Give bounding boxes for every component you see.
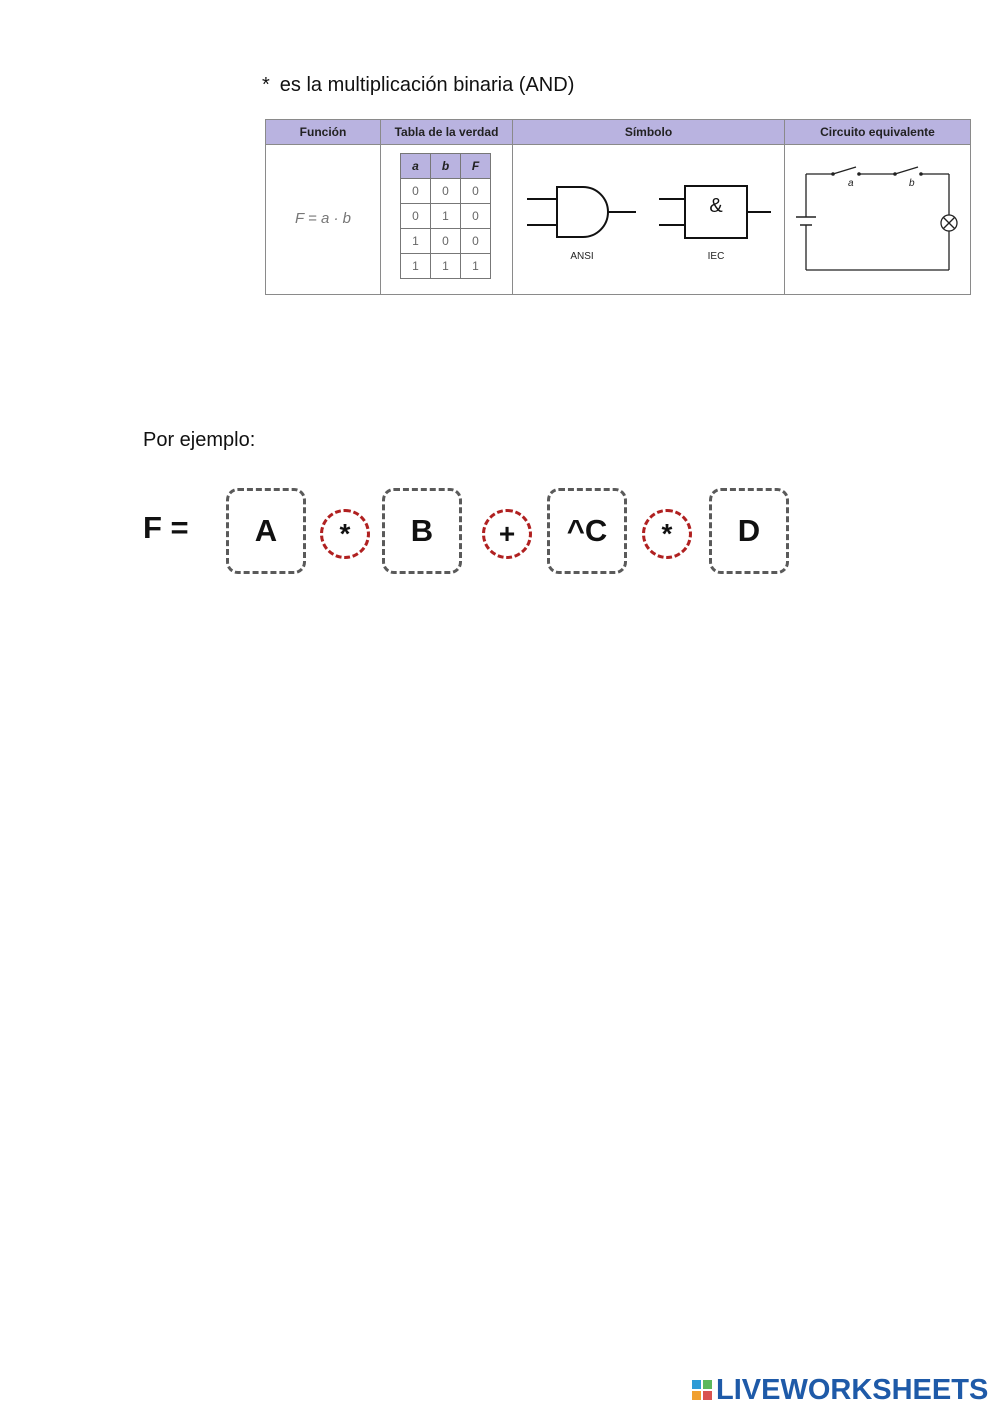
truth-cell: 1 [431, 254, 461, 279]
brand-wordmark: LIVEWORKSHEETS [716, 1373, 989, 1406]
header-simbolo: Símbolo [624, 125, 673, 139]
operator-slot-multiply[interactable]: * [320, 509, 370, 559]
header-tabla-verdad: Tabla de la verdad [394, 125, 499, 139]
truth-col-a: a [401, 154, 431, 179]
iec-glyph: & [709, 195, 723, 217]
equivalent-circuit-diagram [786, 145, 970, 295]
truth-cell: 1 [401, 254, 431, 279]
switch-b-label: b [909, 178, 915, 189]
truth-cell: 0 [401, 204, 431, 229]
truth-cell: 1 [401, 229, 431, 254]
truth-col-b: b [431, 154, 461, 179]
table-row [401, 179, 491, 204]
battery-icon [796, 217, 816, 225]
operator-slot-plus[interactable]: + [482, 509, 532, 559]
truth-table [400, 153, 491, 279]
header-funcion: Función [299, 125, 347, 139]
truth-cell: 0 [461, 204, 491, 229]
truth-cell: 0 [401, 179, 431, 204]
truth-col-f: F [461, 154, 491, 179]
and-reference-table [265, 119, 971, 295]
truth-cell: 0 [461, 179, 491, 204]
ansi-and-gate-icon [527, 187, 636, 237]
and-gate-symbols [513, 145, 785, 295]
truth-cell: 0 [461, 229, 491, 254]
switch-a-label: a [848, 178, 854, 189]
table-row [401, 229, 491, 254]
liveworksheets-logo-icon [692, 1380, 712, 1400]
function-expression: F = a · b [294, 210, 351, 227]
equation-lhs: F = [143, 510, 189, 545]
asterisk-symbol: * [262, 74, 270, 96]
term-slot-b[interactable]: B [382, 488, 462, 574]
example-label: Por ejemplo: [143, 429, 256, 451]
operator-slot-multiply-2[interactable]: * [642, 509, 692, 559]
term-slot-a[interactable]: A [226, 488, 306, 574]
term-slot-not-c[interactable]: ^C [547, 488, 627, 574]
table-row [401, 254, 491, 279]
term-slot-d[interactable]: D [709, 488, 789, 574]
liveworksheets-brand [692, 1372, 988, 1408]
lamp-icon [941, 215, 957, 231]
truth-cell: 1 [431, 204, 461, 229]
header-circuito: Circuito equivalente [820, 125, 935, 139]
truth-cell: 0 [431, 229, 461, 254]
truth-cell: 1 [461, 254, 491, 279]
intro-line [262, 74, 574, 97]
table-row [401, 204, 491, 229]
truth-cell: 0 [431, 179, 461, 204]
ansi-label: ANSI [570, 251, 594, 262]
intro-text: es la multiplicación binaria (AND) [279, 74, 575, 96]
circuit-wires [806, 167, 949, 270]
iec-label: IEC [707, 251, 725, 262]
